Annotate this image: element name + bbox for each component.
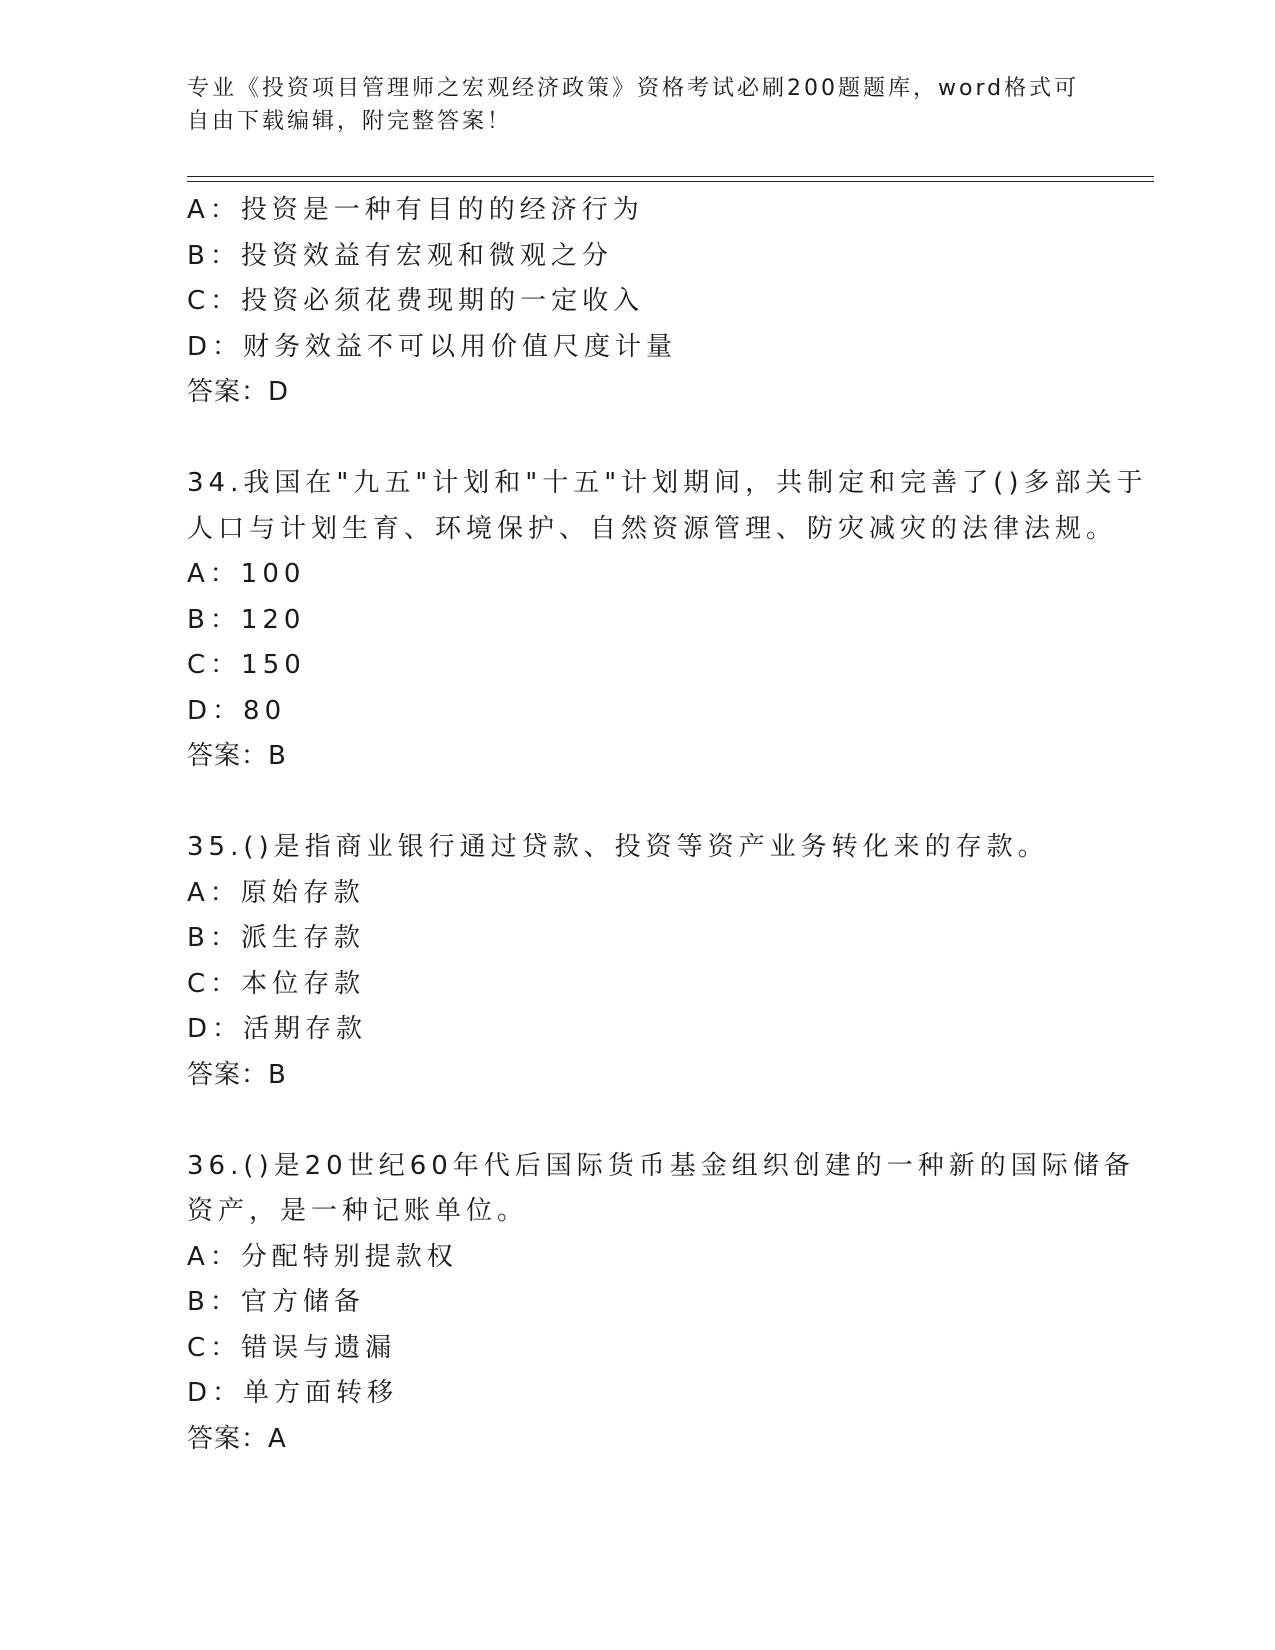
option-c: C：错误与遗漏 [187,1332,397,1363]
header-divider-top [187,176,1154,177]
header-divider-bottom [187,181,1154,182]
header-title-line-1: 专业《投资项目管理师之宏观经济政策》资格考试必刷200题题库，word格式可 [187,76,1080,101]
question-35 [187,825,1087,1098]
question-stem-line-2: 人口与计划生育、环境保护、自然资源管理、防灾减灾的法律法规。 [187,513,1118,544]
option-d: D：活期存款 [187,1014,368,1044]
answer: 答案：B [187,1059,287,1090]
header-title-line-2: 自由下载编辑，附完整答案！ [187,109,513,134]
spacer [187,780,1087,826]
option-a: A：100 [187,559,306,589]
question-34 [187,461,1148,780]
question-stem-line-1: 34.我国在"九五"计划和"十五"计划期间，共制定和完善了()多部关于 [187,468,1148,498]
answer: 答案：D [187,377,290,407]
option-b: B：投资效益有宏观和微观之分 [187,240,613,271]
option-a: A：投资是一种有目的的经济行为 [187,195,644,225]
answer: 答案：A [187,1423,287,1454]
question-36 [187,1144,1135,1463]
option-a: A：原始存款 [187,877,365,908]
option-b: B：派生存款 [187,923,365,953]
option-c: C：150 [187,650,306,680]
option-d: D：单方面转移 [187,1378,399,1408]
answer: 答案：B [187,741,287,771]
document-header [187,72,1087,138]
option-c: C：投资必须花费现期的一定收入 [187,286,645,316]
option-d: D：80 [187,695,287,726]
spacer [187,416,1087,462]
spacer [187,1098,1087,1144]
question-stem-line-1: 36.()是20世纪60年代后国际货币基金组织创建的一种新的国际储备 [187,1150,1135,1181]
question-stem-line-2: 资产，是一种记账单位。 [187,1196,529,1226]
question-list [187,188,1148,1462]
question-33 [187,188,1087,416]
option-d: D：财务效益不可以用价值尺度计量 [187,331,678,362]
option-c: C：本位存款 [187,968,366,999]
option-a: A：分配特别提款权 [187,1241,458,1272]
question-stem-line-1: 35.()是指商业银行通过贷款、投资等资产业务转化来的存款。 [187,832,1049,862]
option-b: B：官方储备 [187,1287,365,1317]
option-b: B：120 [187,604,306,635]
